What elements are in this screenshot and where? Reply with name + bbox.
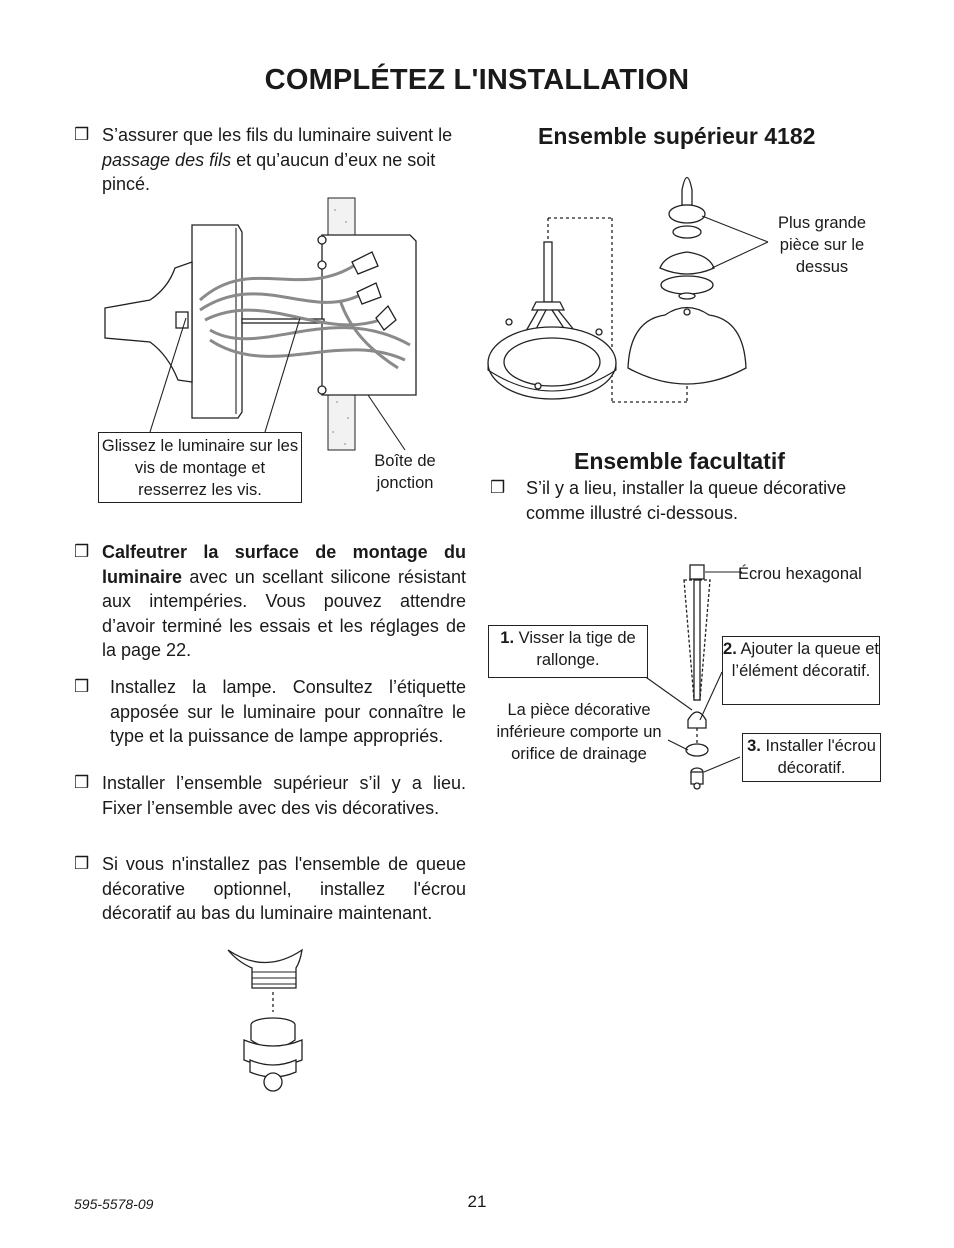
checkbox-icon[interactable]: ❒ (74, 542, 90, 561)
label-junction-box: Boîte de jonction (374, 452, 436, 492)
checklist-item-wires: ❒ S’assurer que les fils du luminaire suivent le passage des fils et qu’aucun d’eux ne soit pincé. (74, 125, 453, 194)
emphasis-wire-path: passage des fils (102, 149, 232, 170)
checklist-item-caulk: ❒ Calfeutrer la surface de montage du luminaire avec un scellant silicone résistant aux intempéries. Vous pouvez attendre d’avoir terminé les essais et les réglages de la page 22. (74, 542, 466, 660)
page-title: COMPLÉTEZ L'INSTALLATION (264, 64, 690, 96)
checkbox-icon[interactable]: ❒ (74, 854, 90, 873)
label-larger-piece-top: Plus grande pièce sur le dessus (777, 214, 867, 276)
step-3-box: 3. Installer l'écrou décoratif. (742, 733, 881, 782)
step-2-box: 2. Ajouter la queue et l’élément décoratif. (722, 636, 880, 705)
checkbox-icon[interactable]: ❒ (74, 125, 90, 144)
checklist-item-lamp: ❒ Installez la lampe. Consultez l’étiquette apposée sur le luminaire pour connaître le type et la puissance de lampe appropriés. (74, 677, 466, 746)
heading-upper-assembly: Ensemble supérieur 4182 (538, 123, 816, 149)
label-slide-fixture: Glissez le luminaire sur les vis de montage et resserrez les vis. (98, 432, 302, 503)
checkbox-icon[interactable]: ❒ (74, 773, 90, 792)
checklist-item-decorative-nut: ❒ Si vous n'installez pas l'ensemble de queue décorative optionnel, installez l'écrou décoratif au bas du luminaire maintenant. (74, 854, 466, 923)
step-1-box: 1. Visser la tige de rallonge. (488, 625, 648, 678)
label-drain-hole-note: La pièce décorative inférieure comporte un orifice de drainage (496, 701, 662, 763)
checklist-item-decorative-tail: ❒ S’il y a lieu, installer la queue décorative comme illustré ci-dessous. (490, 478, 847, 523)
checkbox-icon[interactable]: ❒ (74, 677, 90, 696)
document-number: 595-5578-09 (74, 1196, 154, 1212)
checkbox-icon[interactable]: ❒ (490, 478, 506, 497)
heading-optional-assembly: Ensemble facultatif (574, 448, 785, 474)
checklist-item-upper-assembly: ❒ Installer l’ensemble supérieur s’il y a lieu. Fixer l’ensemble avec des vis décoratives. (74, 773, 466, 818)
page-number: 21 (467, 1192, 487, 1211)
label-hex-nut: Écrou hexagonal (738, 565, 862, 583)
